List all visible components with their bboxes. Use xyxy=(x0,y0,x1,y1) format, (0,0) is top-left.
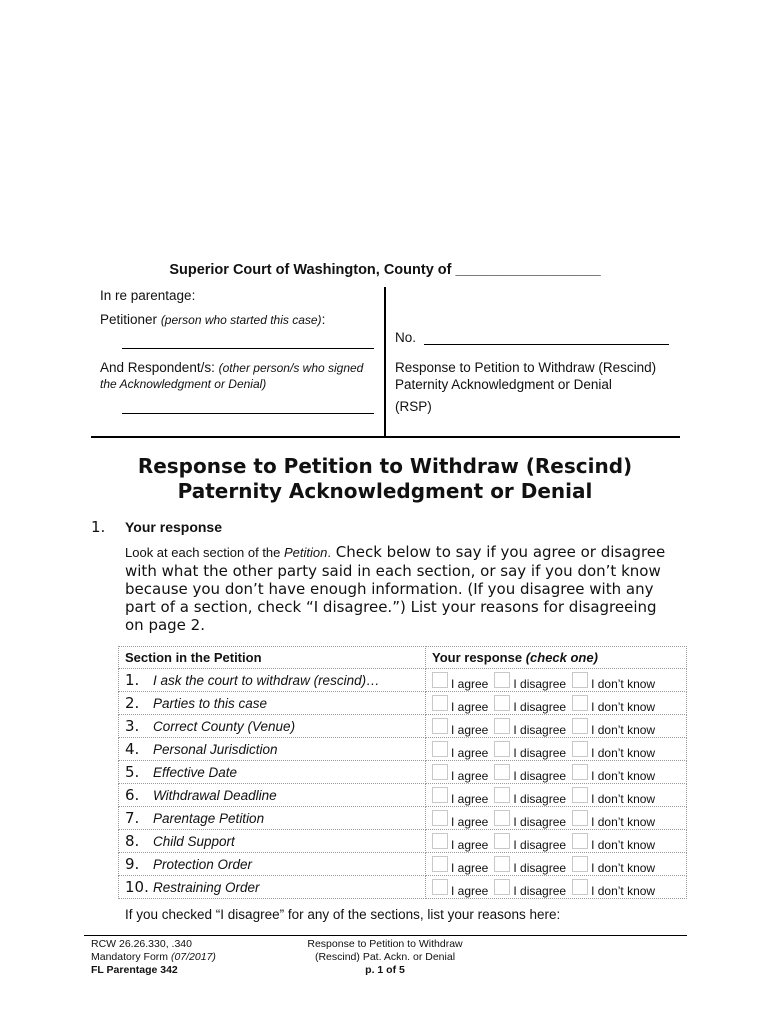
section-label: Protection Order xyxy=(153,857,253,872)
response-cell xyxy=(426,807,687,830)
option-label: I agree xyxy=(451,884,489,898)
option-disagree[interactable] xyxy=(494,879,567,898)
checkbox-agree[interactable] xyxy=(432,856,448,872)
checkbox-disagree[interactable] xyxy=(494,833,510,849)
col-header-response xyxy=(426,647,687,669)
response-cell xyxy=(426,669,687,692)
option-label: I agree xyxy=(451,861,489,875)
option-label: I disagree xyxy=(513,838,567,852)
option-label: I disagree xyxy=(513,723,567,737)
option-agree[interactable] xyxy=(432,833,489,852)
option-label: I agree xyxy=(451,746,489,760)
checkbox-dont-know[interactable] xyxy=(572,810,588,826)
option-disagree[interactable] xyxy=(494,672,567,691)
case-number-line[interactable] xyxy=(424,344,669,345)
form-title-line1: Response to Petition to Withdraw (Rescind) xyxy=(137,454,633,478)
response-cell xyxy=(426,692,687,715)
section-number: 5. xyxy=(125,763,140,781)
option-agree[interactable] xyxy=(432,810,489,829)
option-label: I don’t know xyxy=(591,792,656,806)
option-dont-know[interactable] xyxy=(572,856,656,875)
checkbox-disagree[interactable] xyxy=(494,764,510,780)
option-label: I don’t know xyxy=(591,723,656,737)
section-number: 7. xyxy=(125,809,140,827)
petitioner-name-line[interactable] xyxy=(122,348,374,349)
option-disagree[interactable] xyxy=(494,764,567,783)
section-label: Withdrawal Deadline xyxy=(153,788,277,803)
checkbox-disagree[interactable] xyxy=(494,787,510,803)
section-number: 9. xyxy=(125,855,140,873)
option-label: I don’t know xyxy=(591,838,656,852)
respondent-label: And Respondent/s: xyxy=(100,360,215,375)
option-label: I don’t know xyxy=(591,677,656,691)
option-agree[interactable] xyxy=(432,879,489,898)
option-dont-know[interactable] xyxy=(572,764,656,783)
option-dont-know[interactable] xyxy=(572,718,656,737)
checkbox-disagree[interactable] xyxy=(494,695,510,711)
option-agree[interactable] xyxy=(432,672,489,691)
court-header: Superior Court of Washington, County of __________________ xyxy=(169,262,601,278)
footer-left xyxy=(91,938,216,977)
checkbox-disagree[interactable] xyxy=(494,741,510,757)
checkbox-disagree[interactable] xyxy=(494,856,510,872)
footer-center xyxy=(285,938,485,977)
respondent-note: (other person/s who signed the Acknowledgment or Denial) xyxy=(100,361,364,391)
table-row xyxy=(119,669,687,692)
col-header-response-label: Your response xyxy=(432,650,526,665)
option-disagree[interactable] xyxy=(494,695,567,714)
response-cell xyxy=(426,738,687,761)
section-label: I ask the court to withdraw (rescind)… xyxy=(153,673,380,688)
section-cell xyxy=(119,784,426,807)
option-label: I agree xyxy=(451,838,489,852)
footer-center-line2: (Rescind) Pat. Ackn. or Denial xyxy=(314,951,456,963)
footer-page: p. 1 of 5 xyxy=(365,964,405,976)
table-row xyxy=(119,784,687,807)
section-label: Correct County (Venue) xyxy=(153,719,296,734)
checkbox-dont-know[interactable] xyxy=(572,764,588,780)
respondent-name-line[interactable] xyxy=(122,413,374,414)
checkbox-dont-know[interactable] xyxy=(572,672,588,688)
option-disagree[interactable] xyxy=(494,856,567,875)
option-label: I agree xyxy=(451,815,489,829)
petitioner-label: Petitioner xyxy=(100,312,158,327)
checkbox-dont-know[interactable] xyxy=(572,879,588,895)
checkbox-dont-know[interactable] xyxy=(572,856,588,872)
option-agree[interactable] xyxy=(432,718,489,737)
option-label: I agree xyxy=(451,723,489,737)
section-cell xyxy=(119,738,426,761)
checkbox-dont-know[interactable] xyxy=(572,718,588,734)
respondent-label-group xyxy=(100,360,375,392)
section-number: 1. xyxy=(91,518,106,536)
checkbox-agree[interactable] xyxy=(432,787,448,803)
section-number: 10. xyxy=(125,878,149,896)
option-label: I don’t know xyxy=(591,769,656,783)
petitioner-note: (person who started this case) xyxy=(160,313,322,327)
instructions-lead: Look at each section of the xyxy=(125,545,284,560)
section-number: 8. xyxy=(125,832,140,850)
option-disagree[interactable] xyxy=(494,810,567,829)
option-dont-know[interactable] xyxy=(572,741,656,760)
option-label: I disagree xyxy=(513,815,567,829)
checkbox-disagree[interactable] xyxy=(494,879,510,895)
caption-doc-title-line2: Paternity Acknowledgment or Denial xyxy=(395,377,612,392)
form-title xyxy=(0,454,770,504)
table-row xyxy=(119,738,687,761)
option-label: I disagree xyxy=(513,792,567,806)
table-row xyxy=(119,715,687,738)
section-number: 6. xyxy=(125,786,140,804)
option-dont-know[interactable] xyxy=(572,695,656,714)
section-number: 3. xyxy=(125,717,140,735)
option-label: I don’t know xyxy=(591,884,656,898)
option-label: I don’t know xyxy=(591,815,656,829)
option-label: I disagree xyxy=(513,884,567,898)
col-header-section: Section in the Petition xyxy=(119,647,426,669)
section-instructions xyxy=(125,543,670,634)
section-cell xyxy=(119,715,426,738)
option-agree[interactable] xyxy=(432,695,489,714)
disagree-reasons-prompt: If you checked “I disagree” for any of the sections, list your reasons here: xyxy=(125,907,561,922)
section-label: Parentage Petition xyxy=(153,811,265,826)
in-re-label: In re parentage: xyxy=(100,288,196,303)
response-cell xyxy=(426,876,687,899)
instructions-body: Check below to say if you agree or disagree with what the other party said in each section, or say if you don’t know because you don’t have enough information. (If you disagree with any part of a section, check “I disagree.”) List your reasons for disagreeing on page 2. xyxy=(125,543,666,634)
option-label: I disagree xyxy=(513,861,567,875)
section-cell xyxy=(119,876,426,899)
checkbox-dont-know[interactable] xyxy=(572,741,588,757)
section-cell xyxy=(119,669,426,692)
checkbox-dont-know[interactable] xyxy=(572,833,588,849)
case-no-label: No. xyxy=(395,330,417,345)
response-table xyxy=(118,646,687,899)
response-cell xyxy=(426,853,687,876)
option-dont-know[interactable] xyxy=(572,672,656,691)
checkbox-dont-know[interactable] xyxy=(572,695,588,711)
caption-bottom-rule xyxy=(91,436,680,438)
checkbox-agree[interactable] xyxy=(432,695,448,711)
petitioner-colon: : xyxy=(321,312,326,327)
table-row xyxy=(119,761,687,784)
section-label: Parties to this case xyxy=(153,696,268,711)
section-heading: Your response xyxy=(125,519,222,535)
footer-form-id: FL Parentage 342 xyxy=(91,964,178,976)
option-dont-know[interactable] xyxy=(572,810,656,829)
option-agree[interactable] xyxy=(432,856,489,875)
response-cell xyxy=(426,784,687,807)
table-row xyxy=(119,692,687,715)
option-agree[interactable] xyxy=(432,764,489,783)
footer-mandatory-form xyxy=(91,951,216,964)
option-agree[interactable] xyxy=(432,741,489,760)
option-label: I agree xyxy=(451,700,489,714)
footer-rule xyxy=(84,935,687,936)
form-title-line2: Paternity Acknowledgment or Denial xyxy=(177,479,593,503)
option-label: I disagree xyxy=(513,746,567,760)
caption-divider xyxy=(384,287,386,437)
section-number: 4. xyxy=(125,740,140,758)
footer-rcw: RCW 26.26.330, .340 xyxy=(91,938,192,950)
option-dont-know[interactable] xyxy=(572,879,656,898)
checkbox-agree[interactable] xyxy=(432,718,448,734)
option-label: I don’t know xyxy=(591,861,656,875)
option-agree[interactable] xyxy=(432,787,489,806)
section-number: 2. xyxy=(125,694,140,712)
caption-doc-title-line1: Response to Petition to Withdraw (Rescind) xyxy=(395,360,657,375)
caption-doc-code: (RSP) xyxy=(395,399,432,414)
section-cell xyxy=(119,692,426,715)
section-label: Restraining Order xyxy=(153,880,260,895)
option-label: I disagree xyxy=(513,677,567,691)
instructions-petition: Petition xyxy=(284,545,328,560)
instructions-period: . xyxy=(327,545,331,560)
footer-form-date: (07/2017) xyxy=(170,951,216,963)
checkbox-dont-know[interactable] xyxy=(572,787,588,803)
option-label: I disagree xyxy=(513,700,567,714)
response-cell xyxy=(426,715,687,738)
checkbox-agree[interactable] xyxy=(432,764,448,780)
section-label: Child Support xyxy=(153,834,235,849)
footer-center-line1: Response to Petition to Withdraw xyxy=(307,938,463,950)
option-disagree[interactable] xyxy=(494,833,567,852)
checkbox-agree[interactable] xyxy=(432,672,448,688)
option-label: I disagree xyxy=(513,769,567,783)
table-row xyxy=(119,876,687,899)
section-label: Personal Jurisdiction xyxy=(153,742,278,757)
section-cell xyxy=(119,807,426,830)
option-label: I don’t know xyxy=(591,700,656,714)
petitioner-label-group xyxy=(100,312,325,327)
caption-doc-title xyxy=(395,359,656,415)
option-label: I don’t know xyxy=(591,746,656,760)
option-label: I agree xyxy=(451,769,489,783)
footer-mandatory-label: Mandatory Form xyxy=(91,951,171,963)
table-header-row xyxy=(119,647,687,669)
response-cell xyxy=(426,761,687,784)
checkbox-disagree[interactable] xyxy=(494,718,510,734)
response-cell xyxy=(426,830,687,853)
section-cell xyxy=(119,853,426,876)
table-row xyxy=(119,830,687,853)
checkbox-disagree[interactable] xyxy=(494,672,510,688)
option-disagree[interactable] xyxy=(494,741,567,760)
table-row xyxy=(119,853,687,876)
option-label: I agree xyxy=(451,677,489,691)
checkbox-agree[interactable] xyxy=(432,879,448,895)
section-label: Effective Date xyxy=(153,765,238,780)
checkbox-disagree[interactable] xyxy=(494,810,510,826)
section-number: 1. xyxy=(125,671,140,689)
checkbox-agree[interactable] xyxy=(432,741,448,757)
checkbox-agree[interactable] xyxy=(432,810,448,826)
option-dont-know[interactable] xyxy=(572,787,656,806)
table-row xyxy=(119,807,687,830)
option-dont-know[interactable] xyxy=(572,833,656,852)
section-cell xyxy=(119,830,426,853)
section-cell xyxy=(119,761,426,784)
checkbox-agree[interactable] xyxy=(432,833,448,849)
col-header-response-note: (check one) xyxy=(525,650,598,665)
option-label: I agree xyxy=(451,792,489,806)
option-disagree[interactable] xyxy=(494,718,567,737)
option-disagree[interactable] xyxy=(494,787,567,806)
